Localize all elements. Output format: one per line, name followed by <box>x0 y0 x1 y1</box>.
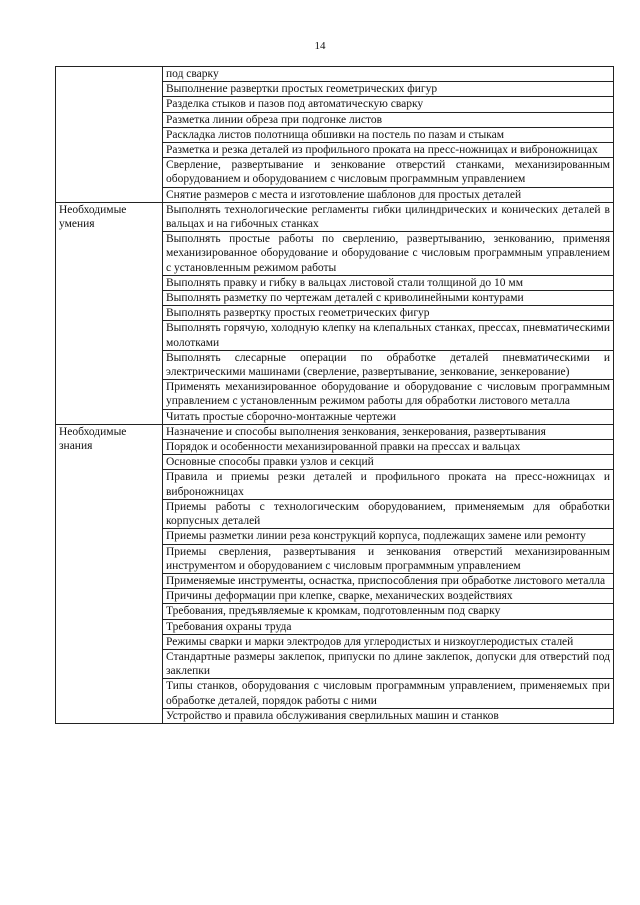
item-cell: Типы станков, оборудования с числовым программным управлением, применяемых при обработке деталей, порядок работы с ними <box>163 679 614 708</box>
item-cell: Устройство и правила обслуживания сверлильных машин и станков <box>163 708 614 723</box>
item-cell: Выполнять технологические регламенты гибки цилиндрических и конических деталей в вальцах и на гибочных станках <box>163 202 614 231</box>
table-row <box>56 424 614 439</box>
category-cell: Необходимые умения <box>56 202 163 424</box>
item-cell: Снятие размеров с места и изготовление шаблонов для простых деталей <box>163 187 614 202</box>
item-cell: Применяемые инструменты, оснастка, приспособления при обработке листового металла <box>163 573 614 588</box>
item-cell: Требования охраны труда <box>163 619 614 634</box>
item-cell: Приемы работы с технологическим оборудованием, применяемым для обработки корпусных деталей <box>163 499 614 528</box>
item-cell: Разделка стыков и пазов под автоматическую сварку <box>163 97 614 112</box>
item-cell: Выполнять разметку по чертежам деталей с криволинейными контурами <box>163 291 614 306</box>
item-cell: Разметка и резка деталей из профильного проката на пресс-ножницах и виброножницах <box>163 143 614 158</box>
item-cell: Правила и приемы резки деталей и профильного проката на пресс-ножницах и виброножницах <box>163 470 614 499</box>
item-cell: Выполнение развертки простых геометрических фигур <box>163 82 614 97</box>
item-cell: Выполнять развертку простых геометрических фигур <box>163 306 614 321</box>
item-cell: Назначение и способы выполнения зенкования, зенкерования, развертывания <box>163 424 614 439</box>
item-cell: Выполнять простые работы по сверлению, развертыванию, зенкованию, применяя механизированное оборудование и оборудование с числовым программным управлением с установленным режимом работы <box>163 232 614 276</box>
requirements-table <box>55 66 614 724</box>
item-cell: Порядок и особенности механизированной правки на прессах и вальцах <box>163 440 614 455</box>
item-cell: Режимы сварки и марки электродов для углеродистых и низкоуглеродистых сталей <box>163 634 614 649</box>
table-row <box>56 67 614 82</box>
item-cell: Приемы сверления, развертывания и зенкования отверстий механизированным инструментом и оборудованием с числовым программным управлением <box>163 544 614 573</box>
item-cell: Сверление, развертывание и зенкование отверстий станками, механизированным оборудованием и оборудованием с числовым программным управлением <box>163 158 614 187</box>
item-cell: Требования, предъявляемые к кромкам, подготовленным под сварку <box>163 604 614 619</box>
table-row <box>56 202 614 231</box>
item-cell: Выполнять правку и гибку в вальцах листовой стали толщиной до 10 мм <box>163 275 614 290</box>
page-number: 14 <box>314 40 326 52</box>
item-cell: Выполнять слесарные операции по обработке деталей пневматическими и электрическими машинами (сверление, развертывание, зенкование, зенкерование) <box>163 350 614 379</box>
item-cell: Основные способы правки узлов и секций <box>163 455 614 470</box>
category-cell-continued <box>56 67 163 203</box>
item-cell: Читать простые сборочно-монтажные чертежи <box>163 409 614 424</box>
item-cell: под сварку <box>163 67 614 82</box>
item-cell: Раскладка листов полотнища обшивки на постель по пазам и стыкам <box>163 127 614 142</box>
item-cell: Выполнять горячую, холодную клепку на клепальных станках, прессах, пневматическими молотками <box>163 321 614 350</box>
item-cell: Приемы разметки линии реза конструкций корпуса, подлежащих замене или ремонту <box>163 529 614 544</box>
item-cell: Разметка линии обреза при подгонке листов <box>163 112 614 127</box>
item-cell: Применять механизированное оборудование и оборудование с числовым программным управлением с установленным режимом работы для обработки листового металла <box>163 380 614 409</box>
item-cell: Стандартные размеры заклепок, припуски по длине заклепок, допуски для отверстий под заклепки <box>163 649 614 678</box>
category-cell: Необходимые знания <box>56 424 163 723</box>
item-cell: Причины деформации при клепке, сварке, механических воздействиях <box>163 589 614 604</box>
